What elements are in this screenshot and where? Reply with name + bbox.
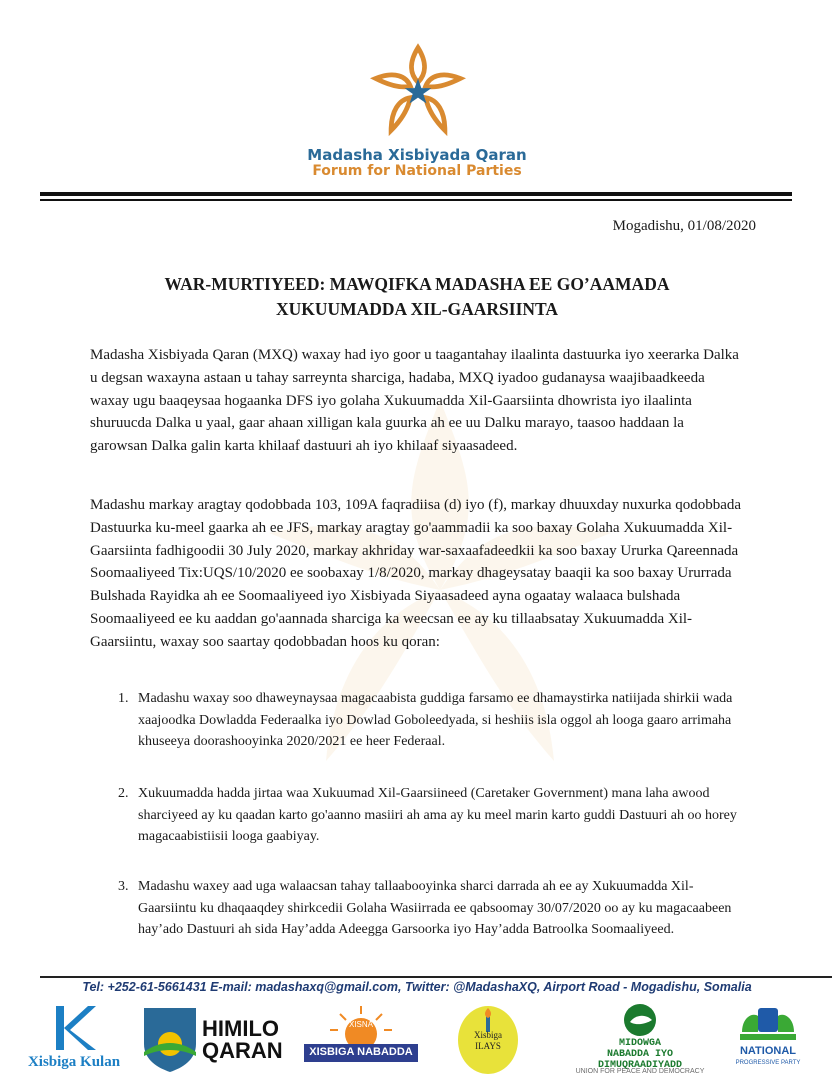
npp-subtitle: PROGRESSIVE PARTY [735,1060,801,1066]
nabadda-small-text: XISNA [348,1020,373,1029]
paragraph-intro: Madasha Xisbiyada Qaran (MXQ) waxay had iyo goor u taagantahay ilaalinta dastuurka iyo xeerarka Dalka u degsan waxayna astaan u tahay sarreynta sharciga, hadaba, MXQ iyadoo gudanaysa waajibaadkeeda waxay ugu baaqeysaa hogaanka DFS iyo golaha Xukuumadda Xil-Gaarsiinta dhowrista iyo ilaalinta shuruucda Dalka u yaal, gaar ahaan xilligan kala guurka ah ee uu Dalku marayo, taasoo haddaan la garowsan Dalka galin karta khilaaf dastuuri ah iyo khilaaf siyaasadeed. [90,347,739,455]
forum-star-logo [370,40,466,140]
npp-name: NATIONAL [739,1045,796,1057]
document-title-line-1: WAR-MURTIYEED: MAWQIFKA MADASHA EE GO’AAMADA [164,274,670,294]
footer-contact-info: Tel: +252-61-5661431 E-mail: madashaxq@gmail.com, Twitter: @MadashaXQ, Airport Road - Mogadishu, Somalia [82,980,752,994]
list-item [118,876,742,941]
midowga-subtitle: UNION FOR PEACE AND DEMOCRACY [575,1068,705,1075]
xisbiga-ilays-logo [448,1002,528,1078]
list-item-number: 2. [118,786,129,801]
xisbiga-kulan-logo [18,1002,130,1078]
header-divider-thin [40,199,792,201]
kulan-name: Xisbiga Kulan [27,1054,121,1070]
list-item-number: 3. [118,879,129,894]
list-item-number: 1. [118,691,129,706]
kulan-k-icon [18,1002,130,1054]
paragraph-context: Madashu markay aragtay qodobbada 103, 109A faqradiisa (d) iyo (f), markay dhuuxday nuxurka qodobbada Dastuurka ku-meel gaarka ah ee JFS, markay aragtay go'aammadii ka soo baxay Golaha Xukuumadda Xil-Gaarsiinta fadhigoodii 30 July 2020, markay akhriday war-saxaafadeedkii ka soo baxay Ururka Qareennada Soomaaliyeed Tix:UQS/10/2020 ee soobaxay 1/8/2020, markay dhageysatay baaqii ka soo baxay Ururrada Bulshada Rayidka ah ee Soomaaliyeed iyo Xisbiyada Siyaasadeed ayna ogaatay walaaca bulshada Soomaaliyeed ee ku aaddan go'aannada sharciga ka weecsan ee ay ku tillaabsatay Xukuumadda Xil-Gaarsiintu, waxay soo saartay qodobbadan hoos ku qoran: [90,497,742,650]
ilays-name: Xisbiga ILAYS [474,1030,502,1051]
list-item [118,688,742,753]
list-item-text: Madashu waxay soo dhaweynaysaa magacaabista guddiga farsamo ee dhamaystirka natiijada shirkii wada xaajoodka Dowladda Federaalka iyo Dowlad Goboleedyada, si heshiis isla oggol ah looga gaaro arrimaha khuseeya doorashooyinka 2020/2021 ee heer Federaal. [138,691,733,749]
list-item [118,783,742,848]
national-progressive-party-logo [732,1002,804,1078]
footer-divider [40,976,832,978]
xisbiga-nabadda-logo [300,1002,422,1078]
list-item-text: Madashu waxey aad uga walaacsan tahay tallaabooyinka sharci darrada ah ee ay Xukuumadda Xil-Gaarsiintu ku dhaqaaqdey shirkcedii Golaha Wasiirrada ee qabsoomay 30/07/2020 oo ay ku magacaabeen hay’ado Dastuuri ah sida Hay’adda Adeegga Garsoorka iyo Hay’adda Batroolka Soomaaliyeed. [138,879,732,937]
midowga-name: MIDOWGA NABADDA IYO DIMUQRAADIYADD [597,1038,682,1071]
npp-crest-icon [732,1002,804,1046]
midowga-nabadda-logo [560,1002,720,1078]
org-name: Madasha Xisbiyada Qaran [307,146,527,164]
himilo-qaran-wordmark: HIMILO QARAN [202,1016,283,1063]
himilo-qaran-logo [140,1002,292,1078]
list-item-text: Xukuumadda hadda jirtaa waa Xukuumad Xil-Gaarsiineed (Caretaker Government) mana laha awood sharciyeed ay ku qaadan karto go'aanno masiiri ah ama ay ku meel marin karto guddi Dastuuri ah oo horey magacaabistiisii looga gaabiyay. [138,786,737,844]
dateline: Mogadishu, 01/08/2020 [612,218,756,234]
midowga-dove-icon [560,1002,720,1038]
header-divider-thick [40,192,792,196]
himilo-shield-icon [140,1004,200,1074]
org-name-english: Forum for National Parties [312,163,522,179]
nabadda-name: XISBIGA NABADDA [309,1046,413,1058]
document-title-line-2: XUKUUMADDA XIL-GAARSIINTA [275,299,559,319]
